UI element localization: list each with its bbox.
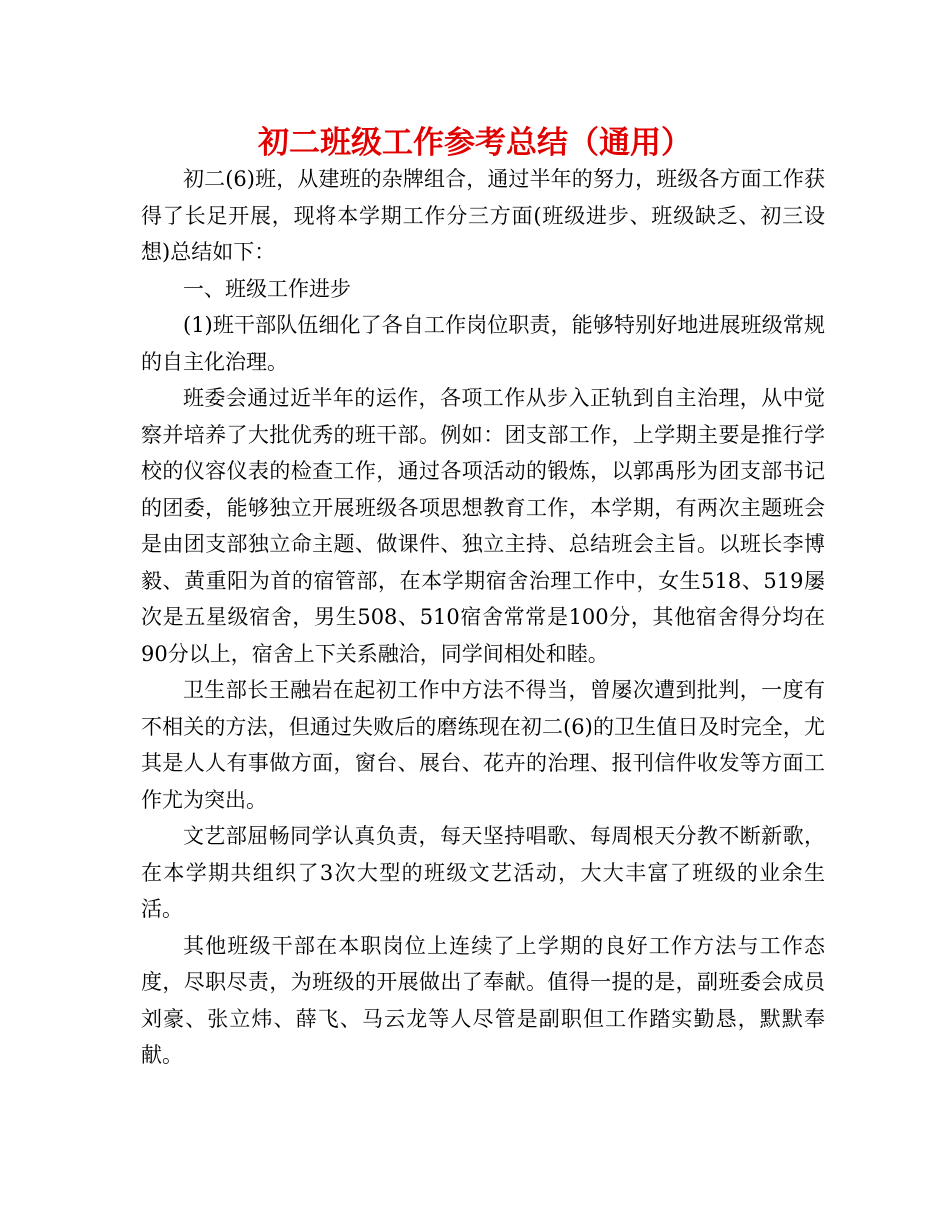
section-heading-progress: 一、班级工作进步 <box>183 276 351 301</box>
paragraph-intro: 初二(6)班，从建班的杂牌组合，通过半年的努力，班级各方面工作获得了长足开展，现将本学期工作分三方面(班级进步、班级缺乏、初三设想)总结如下： <box>141 167 825 264</box>
paragraph-arts: 文艺部屈畅同学认真负责，每天坚持唱歌、每周根天分教不断新歌，在本学期共组织了3次大型的班级文艺活动，大大丰富了班级的业余生活。 <box>141 824 825 921</box>
paragraph-hygiene: 卫生部长王融岩在起初工作中方法不得当，曾屡次遭到批判，一度有不相关的方法，但通过失败后的磨练现在初二(6)的卫生值日及时完全，尤其是人人有事做方面，窗台、展台、花卉的治理、报刊信件收发等方面工作尤为突出。 <box>141 678 825 812</box>
document-title: 初二班级工作参考总结（通用） <box>258 125 692 161</box>
document-body <box>141 161 825 1074</box>
paragraph-point-1: (1)班干部队伍细化了各自工作岗位职责，能够特别好地进展班级常规的自主化治理。 <box>141 313 825 374</box>
paragraph-committee: 班委会通过近半年的运作，各项工作从步入正轨到自主治理，从中觉察并培养了大批优秀的班干部。例如：团支部工作，上学期主要是推行学校的仪容仪表的检查工作，通过各项活动的锻炼，以郭禹彤为团支部书记的团委，能够独立开展班级各项思想教育工作，本学期，有两次主题班会是由团支部独立命主题、做课件、独立主持、总结班会主旨。以班长李博毅、黄重阳为首的宿管部，在本学期宿舍治理工作中，女生518、519屡次是五星级宿舍，男生508、510宿舍常常是100分，其他宿舍得分均在90分以上，宿舍上下关系融洽，同学间相处和睦。 <box>141 386 825 666</box>
paragraph-other-cadres: 其他班级干部在本职岗位上连续了上学期的良好工作方法与工作态度，尽职尽责，为班级的开展做出了奉献。值得一提的是，副班委会成员刘豪、张立炜、薛飞、马云龙等人尽管是副职但工作踏实勤恳，默默奉献。 <box>141 933 825 1067</box>
